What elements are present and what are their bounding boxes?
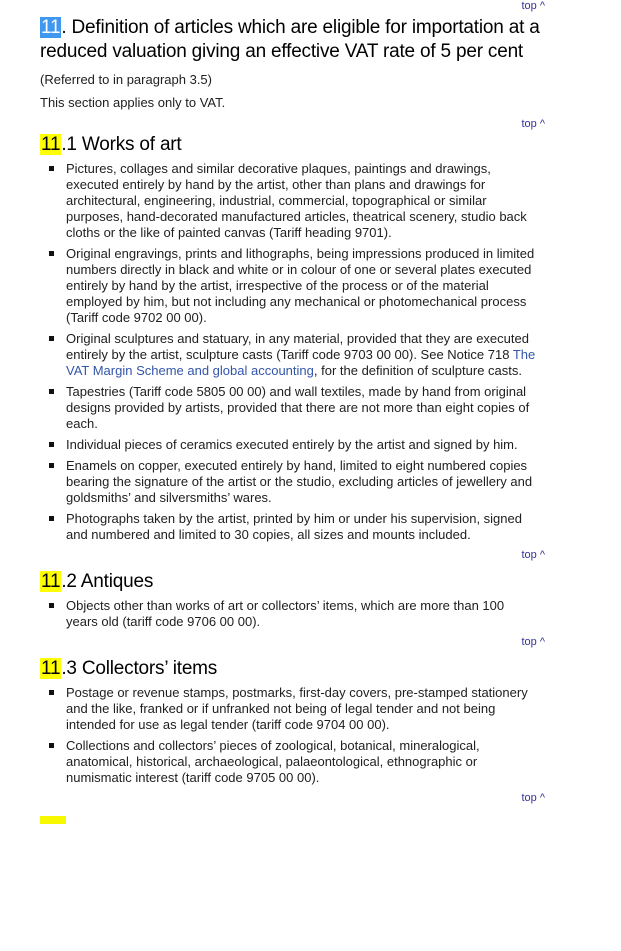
list-item-text: Collections and collectors’ pieces of zoological, botanical, mineralogical, anatomical, historical, archaeological, palaeontological, ethnographic or numismatic interest (tariff code 9705 00 00).	[66, 738, 480, 785]
vat-margin-scheme-link[interactable]: The VAT Margin Scheme and global accounting	[66, 347, 536, 378]
applies-note: This section applies only to VAT.	[40, 95, 226, 110]
section-title-text: .1 Works of art	[61, 134, 182, 155]
list-item	[66, 458, 537, 506]
top-link[interactable]: top ^	[521, 118, 545, 130]
list-item	[66, 738, 537, 786]
top-link-row	[40, 550, 545, 561]
find-match-active: 11	[41, 17, 61, 38]
top-link-row	[40, 0, 545, 12]
top-link[interactable]: top ^	[521, 549, 545, 561]
top-link-row	[40, 119, 545, 130]
list-item	[66, 598, 537, 630]
list-item	[66, 384, 537, 432]
top-link-row	[40, 637, 545, 648]
list-item-text: Enamels on copper, executed entirely by hand, limited to eight numbered copies bearing the signature of the artist or the studio, excluding articles of jewellery and goldsmiths’ and silversmiths’ wares.	[66, 458, 533, 505]
list-item	[66, 511, 537, 543]
collectors-items-list	[40, 685, 545, 786]
list-item-text: Photographs taken by the artist, printed by him or under his supervision, signed and numbered and limited to 30 copies, all sizes and mounts included.	[66, 511, 522, 542]
find-match: 11	[41, 134, 61, 155]
page-title	[40, 16, 545, 64]
partial-match-highlight	[40, 816, 66, 824]
list-item-text: Postage or revenue stamps, postmarks, first-day covers, pre-stamped stationery and the like, franked or if unfranked not being of legal tender and not being intended for use as legal tender (tariff code 9704 00 00).	[66, 685, 528, 732]
list-item-text: Pictures, collages and similar decorative plaques, paintings and drawings, executed entirely by hand by the artist, other than plans and drawings for architectural, engineering, industrial, commercial, topographical or similar purposes, hand-decorated manufactured articles, theatrical scenery, studio back cloths or the like of painted canvas (Tariff heading 9701).	[66, 161, 527, 240]
antiques-list	[40, 598, 545, 630]
section-title-antiques	[40, 572, 545, 592]
section-title-collectors-items	[40, 659, 545, 679]
top-link[interactable]: top ^	[521, 636, 545, 648]
list-item	[66, 437, 537, 453]
list-item	[66, 246, 537, 326]
list-item	[66, 161, 537, 241]
page-title-text: . Definition of articles which are eligible for importation at a reduced valuation giving an effective VAT rate of 5 per cent	[40, 17, 540, 62]
section-title-text: .3 Collectors’ items	[61, 658, 218, 679]
list-item-text: Original sculptures and statuary, in any material, provided that they are executed entirely by the artist, sculpture casts (Tariff code 9703 00 00). See Notice 718	[66, 331, 529, 362]
top-link[interactable]: top ^	[521, 0, 545, 12]
list-item	[66, 331, 537, 379]
list-item-text: Tapestries (Tariff code 5805 00 00) and wall textiles, made by hand from original designs provided by artists, provided that there are not more than eight copies of each.	[66, 384, 530, 431]
list-item-text: , for the definition of sculpture casts.	[313, 363, 522, 378]
list-item-text: Individual pieces of ceramics executed entirely by the artist and signed by him.	[66, 437, 518, 452]
section-title-works-of-art	[40, 135, 545, 155]
referred-to-note: (Referred to in paragraph 3.5)	[40, 72, 212, 87]
list-item-text: Objects other than works of art or collectors’ items, which are more than 100 years old (tariff code 9706 00 00).	[66, 598, 505, 629]
find-match: 11	[41, 571, 61, 592]
list-item-text: Original engravings, prints and lithographs, being impressions produced in limited numbers directly in black and white or in colour of one or several plates executed entirely by hand by the artist, irrespective of the process or of the material employed by him, but not including any mechanical or photomechanical process (Tariff code 9702 00 00).	[66, 246, 535, 325]
works-of-art-list	[40, 161, 545, 543]
top-link[interactable]: top ^	[521, 792, 545, 804]
list-item	[66, 685, 537, 733]
find-match: 11	[41, 658, 61, 679]
top-link-row	[40, 793, 545, 804]
section-title-text: .2 Antiques	[61, 571, 154, 592]
